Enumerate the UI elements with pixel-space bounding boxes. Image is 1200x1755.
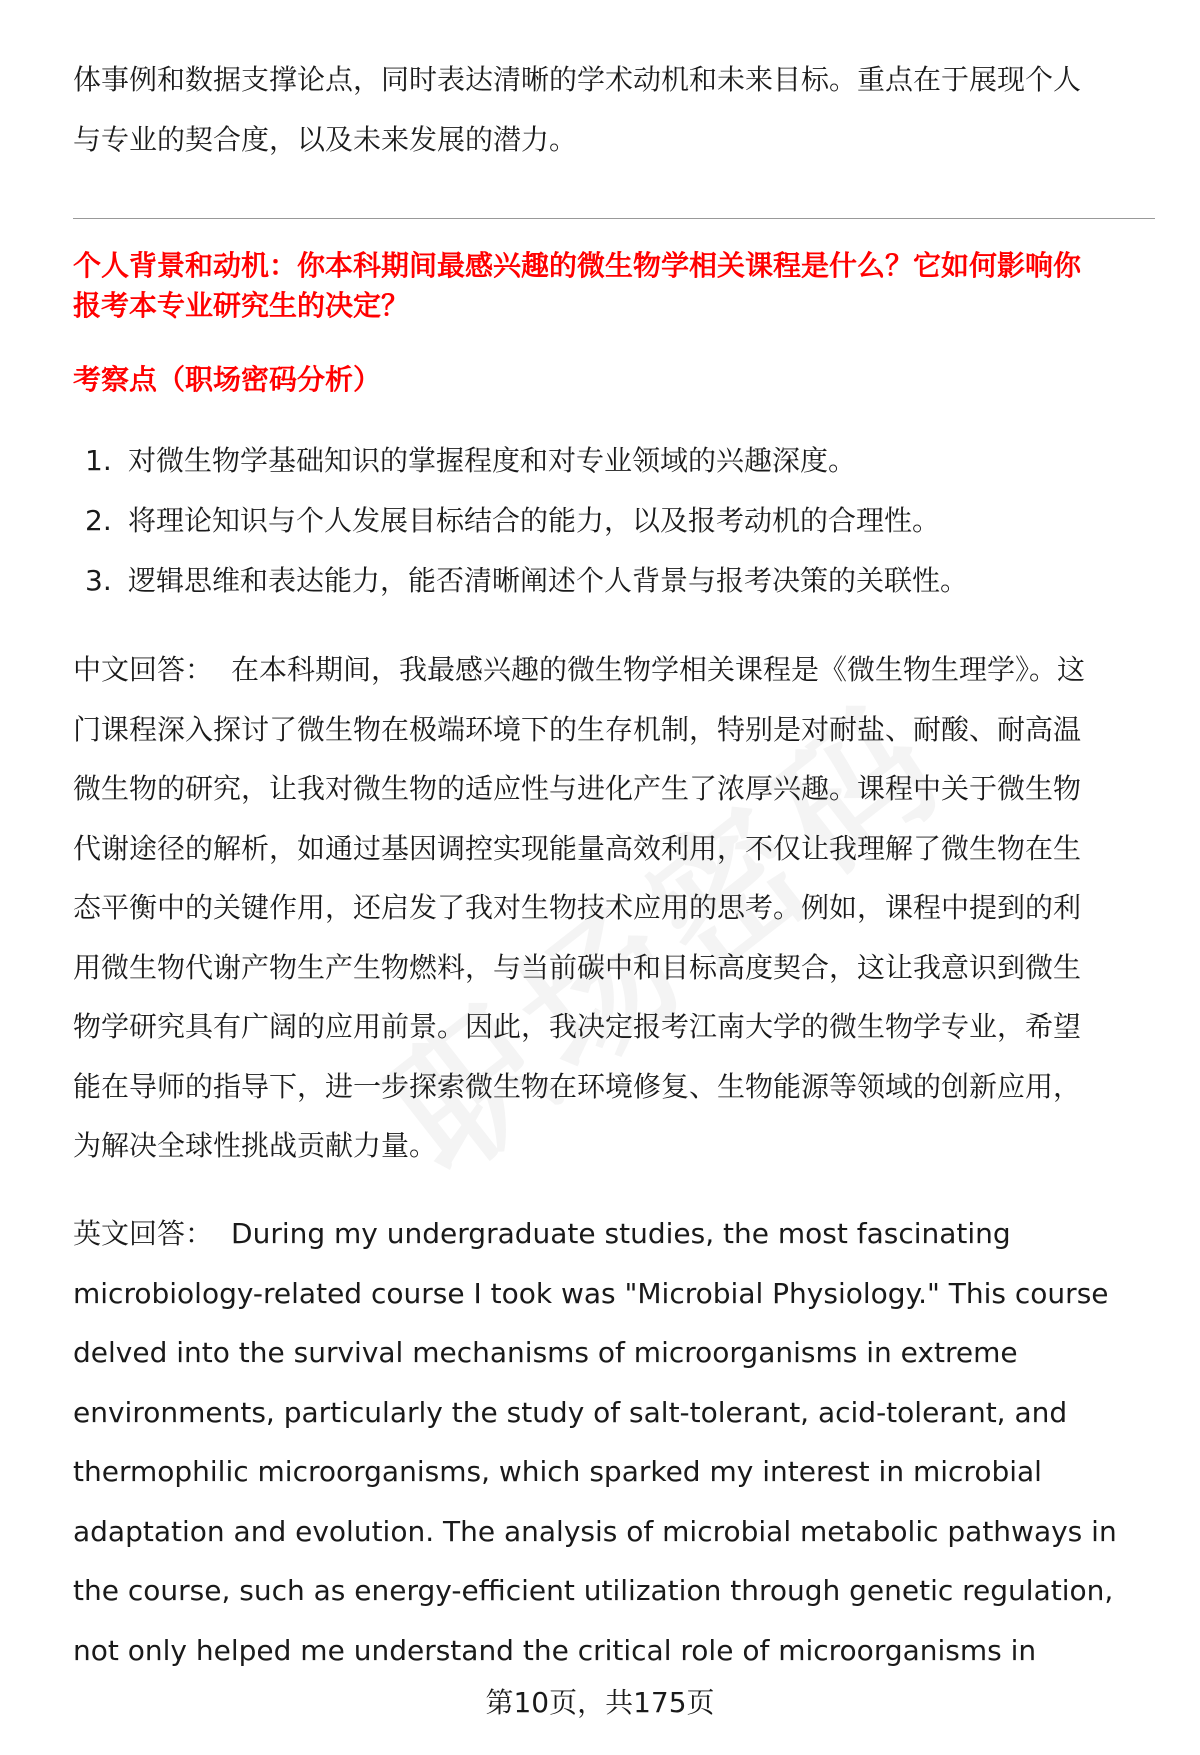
english-answer [73,1204,1155,1680]
answer-line: 态平衡中的关键作用，还启发了我对生物技术应用的思考。例如，课程中提到的利 [73,891,1082,924]
assessment-list [73,431,1155,611]
answer-line: environments, particularly the study of salt-tolerant, acid-tolerant, and [73,1395,1068,1429]
answer-line [73,1204,1155,1264]
chinese-answer-label: 中文回答： [73,653,214,686]
answer-line: 门课程深入探讨了微生物在极端环境下的生存机制，特别是对耐盐、耐酸、耐高温 [73,712,1082,746]
item-text: 对微生物学基础知识的掌握程度和对专业领域的兴趣深度。 [128,444,857,477]
item-number: 1. [85,444,112,477]
english-answer-label: 英文回答： [73,1217,214,1250]
item-text: 逻辑思维和表达能力，能否清晰阐述个人背景与报考决策的关联性。 [128,564,969,597]
answer-line: adaptation and evolution. The analysis of microbial metabolic pathways in [73,1514,1117,1548]
interview-question [73,246,1155,326]
answer-line: 代谢途径的解析，如通过基因调控实现能量高效利用，不仅让我理解了微生物在生 [73,831,1082,865]
answer-line [73,640,1155,700]
page-number: 第10页，共175页 [485,1686,715,1719]
assessment-item [73,491,1155,551]
answer-line: 微生物的研究，让我对微生物的适应性与进化产生了浓厚兴趣。课程中关于微生物 [73,772,1082,805]
chinese-answer [73,640,1155,1176]
intro-paragraph [73,50,1153,170]
answer-line: 能在导师的指导下，进一步探索微生物在环境修复、生物能源等领域的创新应用， [73,1069,1082,1103]
intro-line: 体事例和数据支撑论点，同时表达清晰的学术动机和未来目标。重点在于展现个人 [73,63,1082,96]
answer-line: microbiology-related course I took was "Microbial Physiology." This course [73,1276,1109,1310]
item-number: 2. [85,504,112,537]
answer-line: not only helped me understand the critical role of microorganisms in [73,1633,1037,1667]
answer-line: delved into the survival mechanisms of microorganisms in extreme [73,1336,1018,1369]
assessment-item [73,431,1155,491]
item-text: 将理论知识与个人发展目标结合的能力，以及报考动机的合理性。 [128,504,941,537]
answer-line: 用微生物代谢产物生产生物燃料，与当前碳中和目标高度契合，这让我意识到微生 [73,950,1082,984]
question-line: 报考本专业研究生的决定？ [73,289,410,322]
answer-text: 在本科期间，我最感兴趣的微生物学相关课程是《微生物生理学》。这 [231,653,1086,686]
section-divider [73,218,1155,219]
answer-line: thermophilic microorganisms, which sparked my interest in microbial [73,1455,1042,1488]
answer-line: 物学研究具有广阔的应用前景。因此，我决定报考江南大学的微生物学专业，希望 [73,1010,1082,1043]
answer-text: During my undergraduate studies, the most fascinating [231,1217,1011,1250]
assessment-title: 考察点（职场密码分析） [73,363,382,396]
item-number: 3. [85,564,112,597]
question-line: 个人背景和动机：你本科期间最感兴趣的微生物学相关课程是什么？它如何影响你 [73,249,1082,282]
assessment-item [73,551,1155,611]
answer-line: 为解决全球性挑战贡献力量。 [73,1129,438,1162]
intro-line: 与专业的契合度，以及未来发展的潜力。 [73,123,578,156]
answer-line: the course, such as energy-efficient utilization through genetic regulation, [73,1574,1114,1607]
